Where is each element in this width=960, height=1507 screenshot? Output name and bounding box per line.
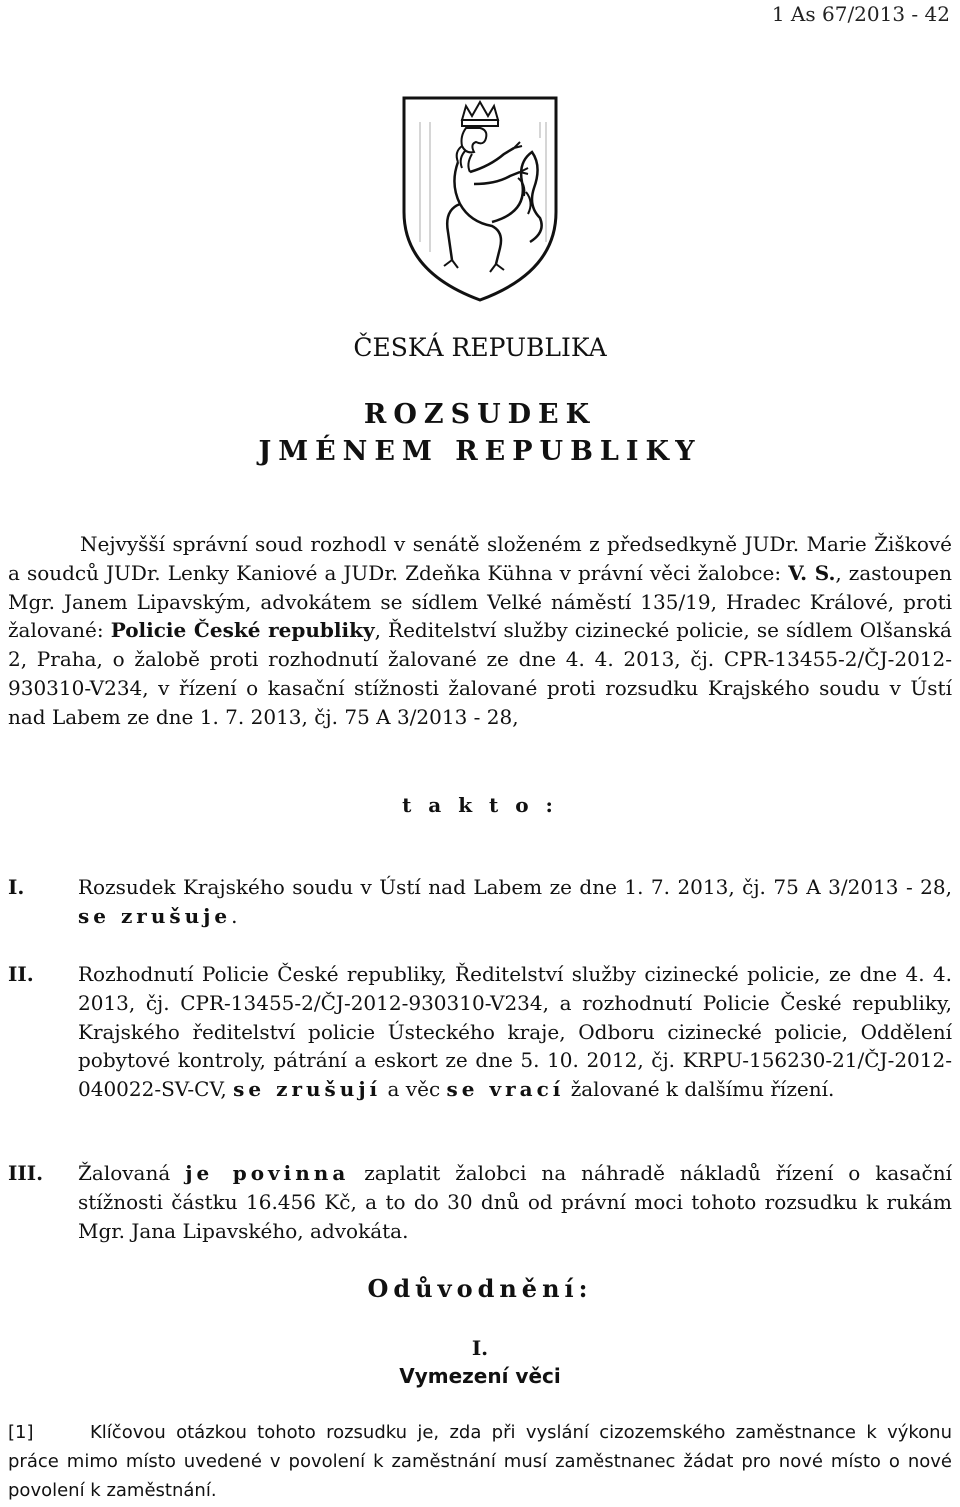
item-text-part: Žalovaná bbox=[78, 1161, 186, 1185]
intro-text: , Ředitelství služby cizinecké policie, se sídlem Olšanská 2, Praha, o žalobě proti rozhodnutí žalované ze dne 4. 4. 2013, čj. CPR-13455-2/ČJ-2012-930310-V234, v řízení o kasační stížnosti žalované proti rozsudku Krajského soudu v Ústí nad Labem ze dne 1. 7. 2013, čj. 75 A 3/2013 - 28, bbox=[8, 618, 952, 729]
intro-text: Nejvyšší správní soud rozhodl v senátě složeném z předsedkyně JUDr. Marie Žiškové a soudců JUDr. Lenky Kaniové a JUDr. Zdeňka Kühna v právní věci žalobce: bbox=[8, 532, 952, 585]
emphasis-text: je povinna bbox=[185, 1161, 350, 1185]
item-text bbox=[78, 873, 952, 931]
paragraph-1 bbox=[8, 1418, 952, 1505]
item-text bbox=[78, 960, 952, 1104]
plaintiff-name: V. S. bbox=[788, 560, 836, 585]
item-text-part: zaplatit žalobci na náhradě nákladů řízení o kasační stížnosti částku 16.456 Kč, a to do 30 dnů od právní moci tohoto rozsudku k rukám Mgr. Jana Lipavského, advokáta. bbox=[78, 1161, 952, 1243]
item-text-part: žalované k dalšímu řízení. bbox=[564, 1077, 835, 1102]
emphasis-text: se zrušují bbox=[233, 1077, 382, 1102]
reasons-heading: Odůvodnění: bbox=[367, 1274, 593, 1303]
item-number: III. bbox=[8, 1161, 44, 1185]
intro-paragraph bbox=[8, 530, 952, 732]
takto-heading: t a k t o : bbox=[402, 793, 558, 817]
czech-lion-coat-of-arms-icon bbox=[400, 92, 560, 304]
item-number: I. bbox=[8, 875, 25, 899]
item-text bbox=[78, 1159, 952, 1245]
verdict-item bbox=[8, 873, 952, 931]
verdict-heading: ROZSUDEK bbox=[363, 399, 597, 430]
item-number: II. bbox=[8, 962, 34, 986]
section-number: I. bbox=[471, 1336, 489, 1360]
paragraph-text: Klíčovou otázkou tohoto rozsudku je, zda při vyslání cizozemského zaměstnance k výkonu práce mimo místo uvedené v povolení k zaměstnání musí zaměstnanec žádat pro nové místo o nové povolení k zaměstnání. bbox=[8, 1422, 952, 1501]
intro-text: , zastoupen Mgr. Janem Lipavským, advokátem se sídlem Velké náměstí 135/19, Hradec Králové, proti žalované: bbox=[8, 560, 953, 643]
defendant-name: Policie České republiky bbox=[110, 618, 375, 643]
item-text-part: Rozhodnutí Policie České republiky, Ředitelství služby cizinecké policie, ze dne 4. 4. 2013, čj. CPR-13455-2/ČJ-2012-930310-V234, a rozhodnutí Policie České republiky, Krajského ředitelství policie Ústeckého kraje, Odboru cizinecké policie, Oddělení pobytové kontroly, pátrání a eskort ze dne 5. 10. 2012, čj. KRPU-156230-21/ČJ-2012-040022-SV-CV, bbox=[78, 962, 952, 1102]
section-title: Vymezení věci bbox=[399, 1364, 561, 1388]
verdict-item bbox=[8, 1159, 952, 1245]
item-text-part: Rozsudek Krajského soudu v Ústí nad Labem ze dne 1. 7. 2013, čj. 75 A 3/2013 - 28, bbox=[78, 875, 952, 899]
case-number: 1 As 67/2013 - 42 bbox=[771, 2, 950, 26]
emphasis-text: se zrušuje bbox=[78, 903, 232, 928]
item-text-part: a věc bbox=[381, 1077, 447, 1102]
item-text-part: . bbox=[231, 903, 238, 928]
country-heading: ČESKÁ REPUBLIKA bbox=[353, 333, 607, 362]
paragraph-number: [1] bbox=[8, 1422, 34, 1443]
verdict-item bbox=[8, 960, 952, 1104]
in-name-heading: JMÉNEM REPUBLIKY bbox=[258, 436, 702, 467]
emphasis-text: se vrací bbox=[446, 1077, 565, 1102]
